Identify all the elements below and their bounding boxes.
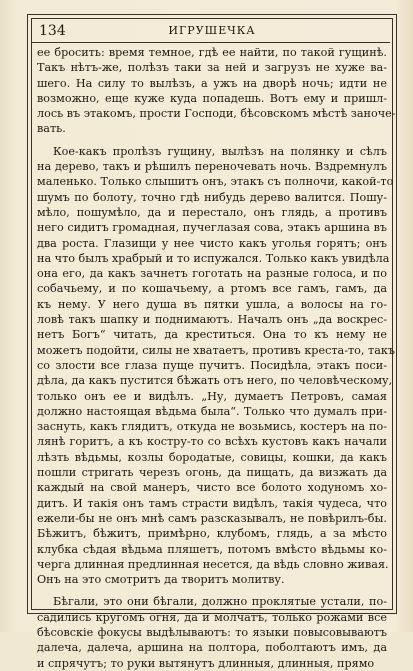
paragraph — [37, 144, 395, 588]
text-line: лянѣ горитъ, а къ костру-то со всѣхъ кустовъ какъ начали — [37, 435, 387, 449]
text-line: Кое-какъ пролѣзъ гущину, вылѣзъ на полянку и сѣлъ — [53, 144, 387, 158]
paragraph-gap — [37, 137, 387, 144]
text-line: два роста. Глазищи у нее чисто какъ уголья горятъ; онъ — [37, 236, 387, 250]
running-title: ИГРУШЕЧКА — [168, 24, 256, 37]
text-line: она его, да какъ зачнетъ гоготать на разные голоса, и по — [37, 267, 387, 281]
text-line: садились кругомъ огня, да и молчатъ, только рожами все — [37, 610, 387, 624]
text-line: со злости все глаза пуще пучитъ. Посидѣла, этакъ поси- — [37, 358, 387, 372]
text-line: далеча, далеча, аршина на полтора, поболтаютъ имъ, да — [37, 641, 387, 655]
text-line: него сидитъ громадная, пучеглазая сова, этакъ аршина въ — [37, 221, 387, 235]
text-line: ежели-бы не онъ мнѣ самъ разсказывалъ, не повѣрилъ-бы. — [37, 511, 387, 525]
text-line: Бѣгали, это они бѣгали, должно проклятые устали, по- — [53, 595, 387, 609]
header-rule — [31, 42, 390, 43]
text-line: дѣла, да какъ пустится бѣжать отъ него, по человѣческому, — [37, 374, 393, 388]
text-line: нетъ Богъ“ читать, да креститься. Она то къ нему не — [37, 328, 387, 342]
text-line: къ нему. У него душа въ пятки ушла, а волосы на го- — [37, 297, 387, 311]
text-line: ее бросить: время темное, гдѣ ее найти, по такой гущинѣ. — [37, 46, 387, 59]
text-line: шумъ по болоту, точно гдѣ нибудь дерево валится. Пошу- — [37, 190, 387, 204]
paragraph — [37, 45, 396, 137]
text-line: шего. На силу то вылѣзъ, а ужъ на дворѣ ночь; идти не — [37, 76, 387, 90]
text-line: бѣсовскіе фокусы выдѣлываютъ: то языки повысовываютъ — [37, 625, 387, 639]
text-line: лось въ этакомъ, прости Господи, бѣсовскомъ мѣстѣ заноче- — [37, 107, 396, 121]
text-line: вать. — [37, 122, 66, 136]
text-line: черга длинная предлинная несется, да вѣдь словно живая. — [37, 557, 389, 571]
paragraph — [37, 594, 387, 670]
text-line: Такъ нѣтъ-же, полѣзъ таки за ней и загрузъ не хуже ва- — [37, 61, 387, 75]
text-line: Бѣжитъ, бѣжитъ, примѣрно, клубомъ, глядь, а за мѣсто — [37, 527, 387, 541]
text-line: можетъ подойти, силы не хватаетъ, противъ креста-то, такъ — [37, 343, 395, 357]
body-text — [37, 45, 396, 670]
text-line: должно настоящая вѣдьма была“. Только что думалъ при- — [37, 404, 387, 418]
text-line: лѣзть вѣдьмы, козлы бородатые, совицы, кошки, да какъ — [37, 450, 387, 464]
text-line: Онъ на это смотритъ да творитъ молитву. — [37, 573, 285, 587]
text-line: маленько. Только слышитъ онъ, этакъ съ полночи, какой-то — [37, 175, 394, 189]
text-line: пошли стригать черезъ огонь, да пищать, да визжать да — [37, 466, 387, 480]
text-line: на что былъ храбрый и то испужался. Только какъ увидѣла — [37, 251, 390, 265]
text-line: мѣло, пошумѣло, да и перестало, онъ глядь, а противъ — [37, 205, 387, 219]
text-line: возможно, еще куже куда попадешь. Вотъ ему и пришл- — [37, 91, 387, 105]
text-line: клубка сѣдая вѣдьма пляшетъ, потомъ вмѣсто вѣдьмы ко- — [37, 542, 387, 556]
text-line: каждый на свой манеръ, чисто все болото ходуномъ хо- — [37, 481, 387, 495]
text-line: заснуть, какъ глядитъ, откуда не возьмись, костеръ на по- — [37, 420, 387, 434]
text-line: ловѣ такъ шапку и поднимаютъ. Началъ онъ „да воскрес- — [37, 313, 387, 327]
text-line: дитъ. И такія онъ тамъ страсти видѣлъ, такія чудеса, что — [37, 496, 387, 510]
text-line: только онъ ее и видѣлъ. „Ну, думаетъ Петровъ, самая — [37, 389, 387, 403]
page-number: 134 — [39, 23, 66, 39]
text-line: и спрячутъ; то руки вытянутъ длинныя, длинныя, прямо — [37, 656, 375, 670]
running-header — [37, 20, 387, 42]
paragraph-gap — [37, 587, 387, 594]
text-line: собачьему, и по кошачьему, а ртомъ все гамъ, гамъ, да — [37, 282, 387, 296]
text-line: на дерево, такъ и рѣшилъ переночевать ночь. Вздремнулъ — [37, 160, 387, 174]
